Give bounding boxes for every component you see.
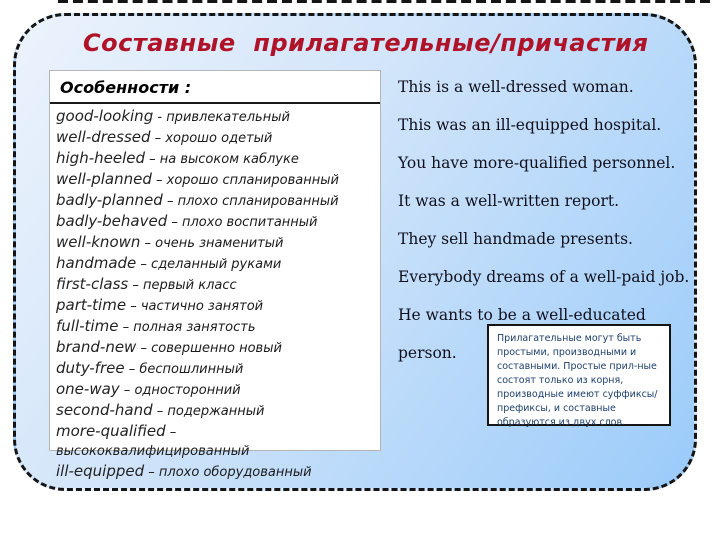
vocab-translation: беспошлинный <box>139 362 244 377</box>
vocab-term: well-dressed <box>56 128 151 146</box>
vocab-separator: – <box>119 383 135 398</box>
vocab-item <box>56 379 376 400</box>
vocab-translation: хорошо спланированный <box>166 173 339 188</box>
vocab-item <box>56 232 376 253</box>
vocab-separator: – <box>126 299 141 314</box>
vocab-term: badly-planned <box>56 191 163 209</box>
vocab-term: second-hand <box>56 401 153 419</box>
vocab-translation: плохо воспитанный <box>182 215 318 230</box>
vocab-list <box>50 106 380 482</box>
vocab-translation: на высоком каблуке <box>159 152 299 167</box>
vocab-term: high-heeled <box>56 149 145 167</box>
vocab-translation: односторонний <box>134 383 241 398</box>
example-sentence: This was an ill-equipped hospital. <box>398 116 662 134</box>
features-panel-header: Особенности : <box>50 71 380 104</box>
vocab-term: full-time <box>56 317 119 335</box>
vocab-separator: – <box>118 320 134 335</box>
example-sentence: Everybody dreams of a well-paid job. <box>398 268 690 286</box>
vocab-translation: совершенно новый <box>151 341 282 356</box>
slide-title: Составные прилагательные/причастия <box>83 29 649 57</box>
vocab-translation: первый класс <box>142 278 237 293</box>
vocab-term: good-looking <box>56 107 154 125</box>
vocab-item <box>56 106 376 127</box>
vocab-separator: – <box>144 465 159 480</box>
vocab-item <box>56 127 376 148</box>
vocab-term: one-way <box>56 380 120 398</box>
vocab-term: duty-free <box>56 359 125 377</box>
vocab-separator: – <box>162 194 178 209</box>
vocab-translation: полная занятость <box>133 320 256 335</box>
example-sentence: It was a well-written report. <box>398 192 620 210</box>
vocab-translation: сделанный руками <box>151 257 282 272</box>
example-sentence: person. <box>398 344 457 362</box>
vocab-separator: – <box>140 236 156 251</box>
clipped-top-dashed-line <box>58 0 710 3</box>
vocab-separator: – <box>151 173 167 188</box>
vocab-translation: частично занятой <box>140 299 264 314</box>
features-panel <box>49 70 381 480</box>
vocab-item <box>56 358 376 379</box>
vocab-item <box>56 400 376 421</box>
vocab-item <box>56 253 376 274</box>
vocab-separator: – <box>136 341 152 356</box>
vocab-term: handmade <box>56 254 137 272</box>
vocab-separator: – <box>152 404 168 419</box>
example-sentence: You have more-qualified personnel. <box>398 154 676 172</box>
vocab-separator: – <box>150 131 166 146</box>
vocab-translation: очень знаменитый <box>155 236 284 251</box>
vocab-separator: – <box>124 362 140 377</box>
vocab-item <box>56 148 376 169</box>
vocab-separator: – <box>128 278 143 293</box>
vocab-term: brand-new <box>56 338 137 356</box>
vocab-item <box>56 274 376 295</box>
vocab-separator: – <box>145 152 160 167</box>
vocab-item <box>56 316 376 337</box>
example-sentence: They sell handmade presents. <box>398 230 633 248</box>
vocab-translation: плохо оборудованный <box>158 465 312 480</box>
vocab-translation: привлекательный <box>166 110 290 125</box>
vocab-term: well-known <box>56 233 141 251</box>
vocab-term: ill-equipped <box>56 462 145 480</box>
vocab-separator: - <box>153 110 167 125</box>
vocab-term: part-time <box>56 296 127 314</box>
vocab-separator: – <box>136 257 152 272</box>
example-sentence: This is a well-dressed woman. <box>398 78 634 96</box>
vocab-term: badly-behaved <box>56 212 168 230</box>
vocab-term: well-planned <box>56 170 152 188</box>
vocab-item <box>56 211 376 232</box>
vocab-item <box>56 295 376 316</box>
vocab-item <box>56 337 376 358</box>
vocab-term: first-class <box>56 275 129 293</box>
vocab-translation: хорошо одетый <box>165 131 273 146</box>
vocab-translation: подержанный <box>167 404 265 419</box>
slide-background <box>13 13 697 491</box>
vocab-separator: – <box>167 215 182 230</box>
info-box <box>487 324 671 429</box>
info-box-text: Прилагательные могут быть простыми, производными и составными. Простые прил-ные состоят только из корня, производные имеют суффиксы/ префиксы, и составные образуются из двух слов. <box>497 333 658 429</box>
vocab-translation: плохо спланированный <box>177 194 339 209</box>
vocab-item <box>56 461 376 482</box>
vocab-item <box>56 169 376 190</box>
vocab-separator: – <box>165 425 177 440</box>
vocab-item <box>56 190 376 211</box>
vocab-item <box>56 421 376 461</box>
vocab-term: more-qualified <box>56 422 166 440</box>
vocab-translation: высококвалифицированный <box>56 444 250 459</box>
example-sentence: He wants to be a well-educated <box>398 306 646 324</box>
